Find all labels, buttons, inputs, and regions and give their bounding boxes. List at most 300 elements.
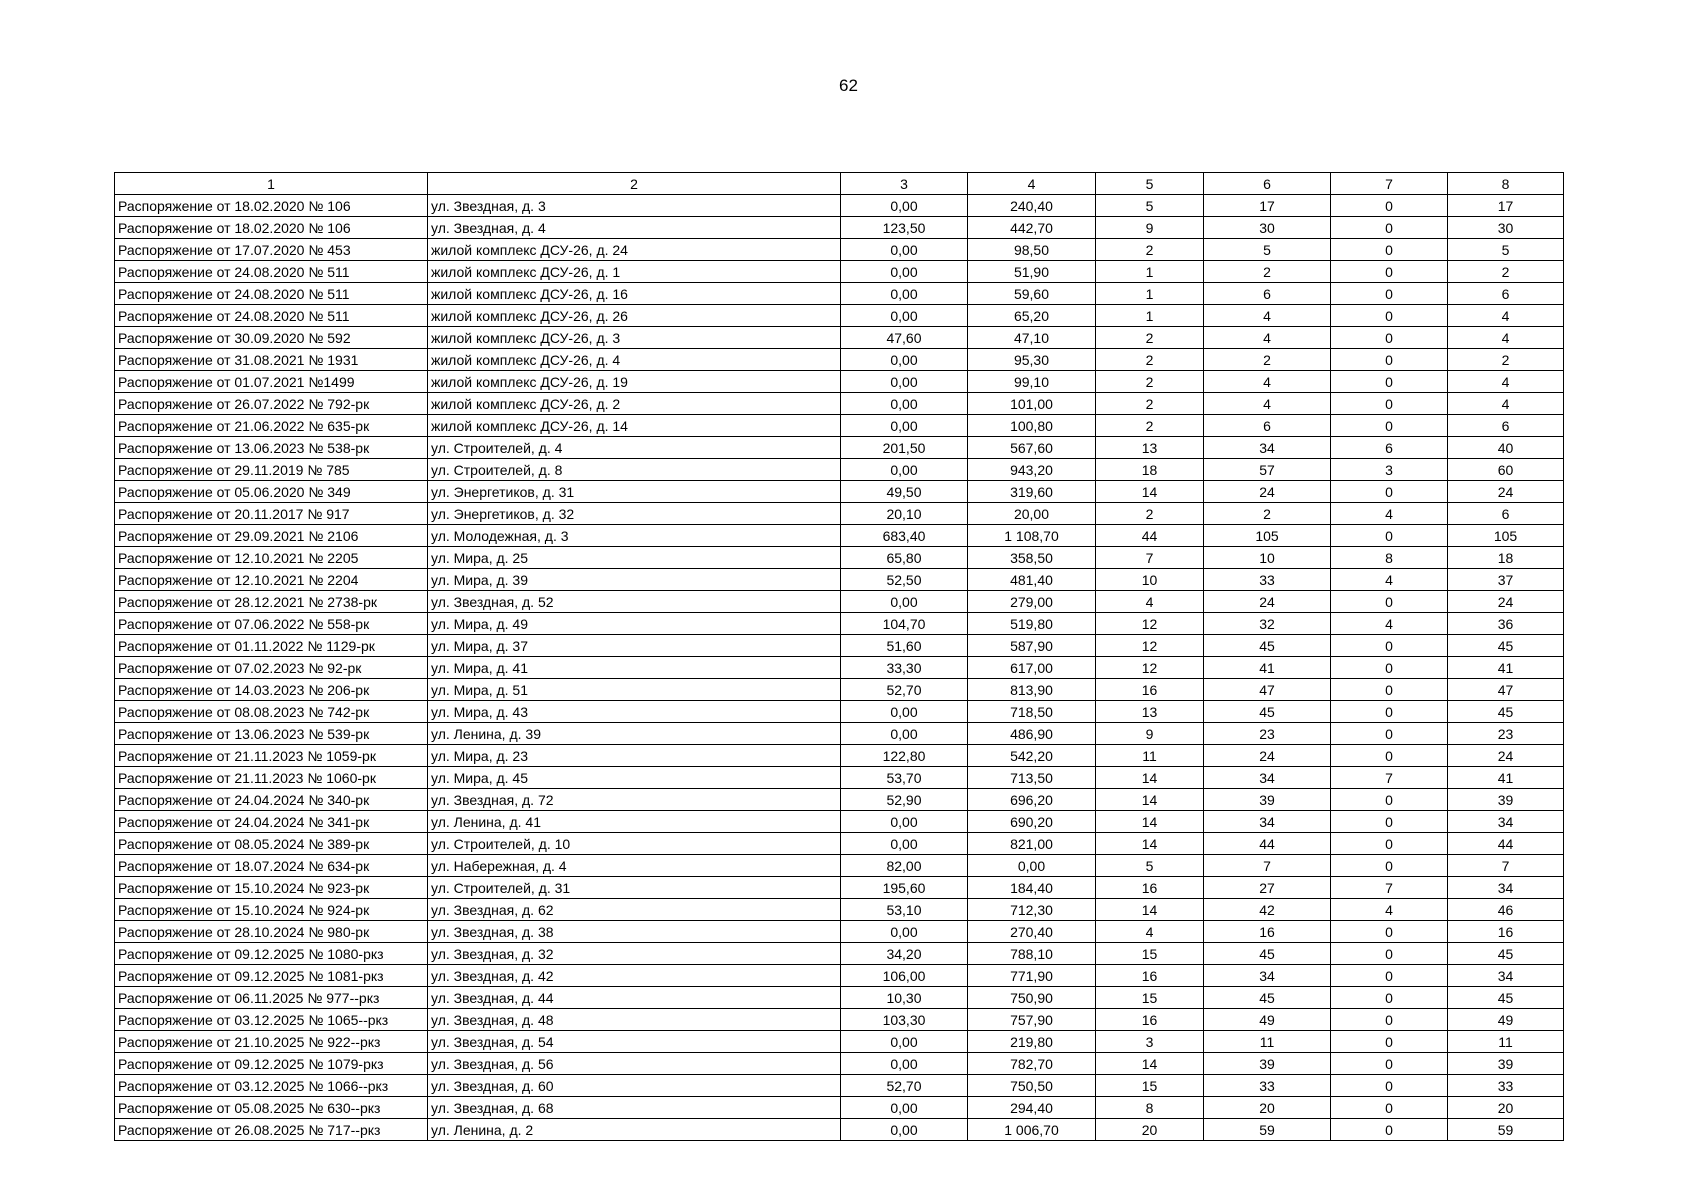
value-cell: 0 bbox=[1331, 965, 1448, 987]
address-cell: жилой комплекс ДСУ-26, д. 1 bbox=[428, 261, 841, 283]
value-cell: 18 bbox=[1096, 459, 1204, 481]
table-row bbox=[115, 239, 1564, 261]
document-cell: Распоряжение от 07.06.2022 № 558-рк bbox=[115, 613, 428, 635]
value-cell: 481,40 bbox=[968, 569, 1096, 591]
document-cell: Распоряжение от 01.07.2021 №1499 bbox=[115, 371, 428, 393]
value-cell: 16 bbox=[1448, 921, 1564, 943]
value-cell: 20,10 bbox=[841, 503, 968, 525]
value-cell: 0,00 bbox=[841, 1097, 968, 1119]
value-cell: 34 bbox=[1204, 437, 1331, 459]
address-cell: ул. Мира, д. 51 bbox=[428, 679, 841, 701]
value-cell: 41 bbox=[1448, 657, 1564, 679]
document-cell: Распоряжение от 03.12.2025 № 1066--ркз bbox=[115, 1075, 428, 1097]
value-cell: 14 bbox=[1096, 899, 1204, 921]
value-cell: 0,00 bbox=[841, 239, 968, 261]
table-row bbox=[115, 459, 1564, 481]
value-cell: 12 bbox=[1096, 635, 1204, 657]
value-cell: 0 bbox=[1331, 239, 1448, 261]
value-cell: 2 bbox=[1096, 415, 1204, 437]
value-cell: 9 bbox=[1096, 723, 1204, 745]
value-cell: 106,00 bbox=[841, 965, 968, 987]
value-cell: 782,70 bbox=[968, 1053, 1096, 1075]
address-cell: ул. Звездная, д. 44 bbox=[428, 987, 841, 1009]
table-row bbox=[115, 371, 1564, 393]
document-cell: Распоряжение от 08.08.2023 № 742-рк bbox=[115, 701, 428, 723]
value-cell: 34 bbox=[1204, 767, 1331, 789]
value-cell: 2 bbox=[1448, 349, 1564, 371]
value-cell: 184,40 bbox=[968, 877, 1096, 899]
document-cell: Распоряжение от 03.12.2025 № 1065--ркз bbox=[115, 1009, 428, 1031]
value-cell: 4 bbox=[1204, 305, 1331, 327]
value-cell: 0 bbox=[1331, 1053, 1448, 1075]
value-cell: 47 bbox=[1204, 679, 1331, 701]
value-cell: 0 bbox=[1331, 789, 1448, 811]
table-body bbox=[115, 195, 1564, 1141]
address-cell: ул. Звездная, д. 60 bbox=[428, 1075, 841, 1097]
address-cell: ул. Звездная, д. 52 bbox=[428, 591, 841, 613]
value-cell: 39 bbox=[1204, 1053, 1331, 1075]
value-cell: 0 bbox=[1331, 1009, 1448, 1031]
address-cell: ул. Звездная, д. 54 bbox=[428, 1031, 841, 1053]
address-cell: ул. Мира, д. 43 bbox=[428, 701, 841, 723]
value-cell: 712,30 bbox=[968, 899, 1096, 921]
value-cell: 20,00 bbox=[968, 503, 1096, 525]
table-row bbox=[115, 1119, 1564, 1141]
value-cell: 11 bbox=[1204, 1031, 1331, 1053]
table-row bbox=[115, 547, 1564, 569]
value-cell: 33 bbox=[1448, 1075, 1564, 1097]
value-cell: 4 bbox=[1331, 899, 1448, 921]
value-cell: 105 bbox=[1204, 525, 1331, 547]
value-cell: 0 bbox=[1331, 745, 1448, 767]
document-cell: Распоряжение от 13.06.2023 № 538-рк bbox=[115, 437, 428, 459]
value-cell: 33 bbox=[1204, 1075, 1331, 1097]
value-cell: 20 bbox=[1448, 1097, 1564, 1119]
column-header-7: 7 bbox=[1331, 173, 1448, 195]
value-cell: 6 bbox=[1204, 283, 1331, 305]
document-cell: Распоряжение от 08.05.2024 № 389-рк bbox=[115, 833, 428, 855]
value-cell: 27 bbox=[1204, 877, 1331, 899]
value-cell: 45 bbox=[1448, 987, 1564, 1009]
document-cell: Распоряжение от 18.07.2024 № 634-рк bbox=[115, 855, 428, 877]
table-row bbox=[115, 679, 1564, 701]
document-cell: Распоряжение от 07.02.2023 № 92-рк bbox=[115, 657, 428, 679]
address-cell: ул. Звездная, д. 4 bbox=[428, 217, 841, 239]
value-cell: 0,00 bbox=[841, 283, 968, 305]
table-row bbox=[115, 1097, 1564, 1119]
value-cell: 18 bbox=[1448, 547, 1564, 569]
value-cell: 690,20 bbox=[968, 811, 1096, 833]
table-row bbox=[115, 283, 1564, 305]
table-row bbox=[115, 569, 1564, 591]
document-cell: Распоряжение от 26.07.2022 № 792-рк bbox=[115, 393, 428, 415]
value-cell: 0,00 bbox=[968, 855, 1096, 877]
table-row bbox=[115, 393, 1564, 415]
value-cell: 0,00 bbox=[841, 811, 968, 833]
value-cell: 1 bbox=[1096, 283, 1204, 305]
value-cell: 0 bbox=[1331, 943, 1448, 965]
document-cell: Распоряжение от 24.08.2020 № 511 bbox=[115, 261, 428, 283]
value-cell: 24 bbox=[1204, 591, 1331, 613]
address-cell: ул. Мира, д. 45 bbox=[428, 767, 841, 789]
address-cell: ул. Набережная, д. 4 bbox=[428, 855, 841, 877]
value-cell: 53,70 bbox=[841, 767, 968, 789]
value-cell: 6 bbox=[1448, 283, 1564, 305]
value-cell: 0,00 bbox=[841, 371, 968, 393]
value-cell: 45 bbox=[1448, 701, 1564, 723]
value-cell: 567,60 bbox=[968, 437, 1096, 459]
value-cell: 39 bbox=[1448, 789, 1564, 811]
address-cell: жилой комплекс ДСУ-26, д. 24 bbox=[428, 239, 841, 261]
address-cell: ул. Мира, д. 39 bbox=[428, 569, 841, 591]
document-cell: Распоряжение от 21.11.2023 № 1059-рк bbox=[115, 745, 428, 767]
table-row bbox=[115, 745, 1564, 767]
table-row bbox=[115, 261, 1564, 283]
value-cell: 52,90 bbox=[841, 789, 968, 811]
value-cell: 16 bbox=[1204, 921, 1331, 943]
value-cell: 4 bbox=[1096, 921, 1204, 943]
value-cell: 6 bbox=[1448, 503, 1564, 525]
table-row bbox=[115, 767, 1564, 789]
value-cell: 82,00 bbox=[841, 855, 968, 877]
value-cell: 4 bbox=[1096, 591, 1204, 613]
document-cell: Распоряжение от 29.11.2019 № 785 bbox=[115, 459, 428, 481]
address-cell: ул. Строителей, д. 10 bbox=[428, 833, 841, 855]
value-cell: 0 bbox=[1331, 525, 1448, 547]
table-row bbox=[115, 195, 1564, 217]
value-cell: 813,90 bbox=[968, 679, 1096, 701]
address-cell: ул. Мира, д. 37 bbox=[428, 635, 841, 657]
table-row bbox=[115, 855, 1564, 877]
value-cell: 2 bbox=[1096, 393, 1204, 415]
value-cell: 45 bbox=[1204, 987, 1331, 1009]
table-row bbox=[115, 833, 1564, 855]
value-cell: 98,50 bbox=[968, 239, 1096, 261]
document-cell: Распоряжение от 24.08.2020 № 511 bbox=[115, 283, 428, 305]
value-cell: 0,00 bbox=[841, 1119, 968, 1141]
table-row bbox=[115, 789, 1564, 811]
value-cell: 6 bbox=[1448, 415, 1564, 437]
value-cell: 45 bbox=[1204, 943, 1331, 965]
value-cell: 0 bbox=[1331, 701, 1448, 723]
value-cell: 45 bbox=[1448, 943, 1564, 965]
value-cell: 36 bbox=[1448, 613, 1564, 635]
table-row bbox=[115, 591, 1564, 613]
address-cell: ул. Мира, д. 25 bbox=[428, 547, 841, 569]
value-cell: 53,10 bbox=[841, 899, 968, 921]
value-cell: 37 bbox=[1448, 569, 1564, 591]
value-cell: 4 bbox=[1448, 393, 1564, 415]
value-cell: 42 bbox=[1204, 899, 1331, 921]
value-cell: 2 bbox=[1204, 503, 1331, 525]
value-cell: 45 bbox=[1204, 635, 1331, 657]
value-cell: 943,20 bbox=[968, 459, 1096, 481]
value-cell: 442,70 bbox=[968, 217, 1096, 239]
value-cell: 52,50 bbox=[841, 569, 968, 591]
table-row bbox=[115, 657, 1564, 679]
value-cell: 8 bbox=[1096, 1097, 1204, 1119]
address-cell: ул. Звездная, д. 56 bbox=[428, 1053, 841, 1075]
value-cell: 7 bbox=[1331, 767, 1448, 789]
document-cell: Распоряжение от 06.11.2025 № 977--ркз bbox=[115, 987, 428, 1009]
value-cell: 32 bbox=[1204, 613, 1331, 635]
value-cell: 2 bbox=[1204, 349, 1331, 371]
address-cell: ул. Звездная, д. 68 bbox=[428, 1097, 841, 1119]
document-cell: Распоряжение от 09.12.2025 № 1079-ркз bbox=[115, 1053, 428, 1075]
value-cell: 99,10 bbox=[968, 371, 1096, 393]
value-cell: 49,50 bbox=[841, 481, 968, 503]
value-cell: 34 bbox=[1448, 965, 1564, 987]
value-cell: 34,20 bbox=[841, 943, 968, 965]
value-cell: 44 bbox=[1096, 525, 1204, 547]
value-cell: 4 bbox=[1448, 371, 1564, 393]
value-cell: 100,80 bbox=[968, 415, 1096, 437]
document-cell: Распоряжение от 05.08.2025 № 630--ркз bbox=[115, 1097, 428, 1119]
value-cell: 0,00 bbox=[841, 833, 968, 855]
value-cell: 34 bbox=[1204, 965, 1331, 987]
value-cell: 0,00 bbox=[841, 1053, 968, 1075]
value-cell: 20 bbox=[1096, 1119, 1204, 1141]
value-cell: 30 bbox=[1448, 217, 1564, 239]
address-cell: жилой комплекс ДСУ-26, д. 19 bbox=[428, 371, 841, 393]
value-cell: 0 bbox=[1331, 195, 1448, 217]
address-cell: ул. Звездная, д. 32 bbox=[428, 943, 841, 965]
value-cell: 15 bbox=[1096, 987, 1204, 1009]
value-cell: 1 108,70 bbox=[968, 525, 1096, 547]
address-cell: ул. Звездная, д. 3 bbox=[428, 195, 841, 217]
value-cell: 12 bbox=[1096, 613, 1204, 635]
value-cell: 8 bbox=[1331, 547, 1448, 569]
value-cell: 617,00 bbox=[968, 657, 1096, 679]
address-cell: жилой комплекс ДСУ-26, д. 4 bbox=[428, 349, 841, 371]
value-cell: 5 bbox=[1096, 855, 1204, 877]
value-cell: 14 bbox=[1096, 767, 1204, 789]
value-cell: 0 bbox=[1331, 635, 1448, 657]
address-cell: жилой комплекс ДСУ-26, д. 14 bbox=[428, 415, 841, 437]
value-cell: 713,50 bbox=[968, 767, 1096, 789]
table-row bbox=[115, 1031, 1564, 1053]
value-cell: 12 bbox=[1096, 657, 1204, 679]
value-cell: 101,00 bbox=[968, 393, 1096, 415]
column-header-4: 4 bbox=[968, 173, 1096, 195]
value-cell: 0 bbox=[1331, 1097, 1448, 1119]
value-cell: 40 bbox=[1448, 437, 1564, 459]
address-cell: ул. Звездная, д. 72 bbox=[428, 789, 841, 811]
value-cell: 51,60 bbox=[841, 635, 968, 657]
value-cell: 0 bbox=[1331, 393, 1448, 415]
value-cell: 10,30 bbox=[841, 987, 968, 1009]
value-cell: 0 bbox=[1331, 1075, 1448, 1097]
value-cell: 0 bbox=[1331, 1031, 1448, 1053]
value-cell: 24 bbox=[1448, 481, 1564, 503]
value-cell: 0 bbox=[1331, 833, 1448, 855]
table-row bbox=[115, 811, 1564, 833]
value-cell: 9 bbox=[1096, 217, 1204, 239]
value-cell: 65,80 bbox=[841, 547, 968, 569]
value-cell: 2 bbox=[1096, 327, 1204, 349]
value-cell: 486,90 bbox=[968, 723, 1096, 745]
value-cell: 2 bbox=[1448, 261, 1564, 283]
address-cell: ул. Молодежная, д. 3 bbox=[428, 525, 841, 547]
table-row bbox=[115, 723, 1564, 745]
value-cell: 2 bbox=[1096, 239, 1204, 261]
document-cell: Распоряжение от 28.12.2021 № 2738-рк bbox=[115, 591, 428, 613]
address-cell: ул. Звездная, д. 38 bbox=[428, 921, 841, 943]
value-cell: 750,90 bbox=[968, 987, 1096, 1009]
document-cell: Распоряжение от 21.11.2023 № 1060-рк bbox=[115, 767, 428, 789]
value-cell: 4 bbox=[1331, 503, 1448, 525]
document-cell: Распоряжение от 21.06.2022 № 635-рк bbox=[115, 415, 428, 437]
value-cell: 718,50 bbox=[968, 701, 1096, 723]
value-cell: 683,40 bbox=[841, 525, 968, 547]
value-cell: 0 bbox=[1331, 679, 1448, 701]
table-row bbox=[115, 965, 1564, 987]
value-cell: 4 bbox=[1204, 371, 1331, 393]
value-cell: 0 bbox=[1331, 723, 1448, 745]
document-cell: Распоряжение от 30.09.2020 № 592 bbox=[115, 327, 428, 349]
table-row bbox=[115, 877, 1564, 899]
value-cell: 5 bbox=[1204, 239, 1331, 261]
value-cell: 696,20 bbox=[968, 789, 1096, 811]
value-cell: 0 bbox=[1331, 591, 1448, 613]
table-row bbox=[115, 1075, 1564, 1097]
table-row bbox=[115, 921, 1564, 943]
value-cell: 0,00 bbox=[841, 591, 968, 613]
value-cell: 788,10 bbox=[968, 943, 1096, 965]
value-cell: 34 bbox=[1448, 811, 1564, 833]
value-cell: 7 bbox=[1096, 547, 1204, 569]
value-cell: 7 bbox=[1204, 855, 1331, 877]
value-cell: 4 bbox=[1331, 569, 1448, 591]
value-cell: 10 bbox=[1096, 569, 1204, 591]
value-cell: 60 bbox=[1448, 459, 1564, 481]
value-cell: 45 bbox=[1448, 635, 1564, 657]
value-cell: 16 bbox=[1096, 965, 1204, 987]
table-row bbox=[115, 305, 1564, 327]
value-cell: 105 bbox=[1448, 525, 1564, 547]
value-cell: 65,20 bbox=[968, 305, 1096, 327]
value-cell: 15 bbox=[1096, 1075, 1204, 1097]
value-cell: 6 bbox=[1331, 437, 1448, 459]
table-row bbox=[115, 701, 1564, 723]
value-cell: 20 bbox=[1204, 1097, 1331, 1119]
value-cell: 44 bbox=[1204, 833, 1331, 855]
value-cell: 0,00 bbox=[841, 195, 968, 217]
table-row bbox=[115, 987, 1564, 1009]
value-cell: 123,50 bbox=[841, 217, 968, 239]
value-cell: 0 bbox=[1331, 987, 1448, 1009]
address-cell: ул. Строителей, д. 4 bbox=[428, 437, 841, 459]
value-cell: 49 bbox=[1204, 1009, 1331, 1031]
value-cell: 4 bbox=[1448, 305, 1564, 327]
table-row bbox=[115, 613, 1564, 635]
value-cell: 0,00 bbox=[841, 701, 968, 723]
value-cell: 2 bbox=[1096, 503, 1204, 525]
value-cell: 294,40 bbox=[968, 1097, 1096, 1119]
value-cell: 39 bbox=[1204, 789, 1331, 811]
address-cell: жилой комплекс ДСУ-26, д. 16 bbox=[428, 283, 841, 305]
value-cell: 6 bbox=[1204, 415, 1331, 437]
value-cell: 39 bbox=[1448, 1053, 1564, 1075]
value-cell: 0,00 bbox=[841, 261, 968, 283]
document-cell: Распоряжение от 09.12.2025 № 1081-ркз bbox=[115, 965, 428, 987]
value-cell: 10 bbox=[1204, 547, 1331, 569]
document-cell: Распоряжение от 15.10.2024 № 923-рк bbox=[115, 877, 428, 899]
address-cell: ул. Мира, д. 41 bbox=[428, 657, 841, 679]
address-cell: ул. Строителей, д. 31 bbox=[428, 877, 841, 899]
value-cell: 542,20 bbox=[968, 745, 1096, 767]
value-cell: 45 bbox=[1204, 701, 1331, 723]
value-cell: 0,00 bbox=[841, 393, 968, 415]
table-header-row bbox=[115, 173, 1564, 195]
value-cell: 52,70 bbox=[841, 679, 968, 701]
value-cell: 13 bbox=[1096, 437, 1204, 459]
value-cell: 0 bbox=[1331, 481, 1448, 503]
document-cell: Распоряжение от 24.04.2024 № 340-рк bbox=[115, 789, 428, 811]
column-header-1: 1 bbox=[115, 173, 428, 195]
value-cell: 3 bbox=[1331, 459, 1448, 481]
document-cell: Распоряжение от 24.04.2024 № 341-рк bbox=[115, 811, 428, 833]
document-cell: Распоряжение от 09.12.2025 № 1080-ркз bbox=[115, 943, 428, 965]
value-cell: 279,00 bbox=[968, 591, 1096, 613]
address-cell: ул. Мира, д. 49 bbox=[428, 613, 841, 635]
value-cell: 0 bbox=[1331, 657, 1448, 679]
document-cell: Распоряжение от 17.07.2020 № 453 bbox=[115, 239, 428, 261]
value-cell: 57 bbox=[1204, 459, 1331, 481]
table-row bbox=[115, 415, 1564, 437]
document-cell: Распоряжение от 28.10.2024 № 980-рк bbox=[115, 921, 428, 943]
value-cell: 122,80 bbox=[841, 745, 968, 767]
value-cell: 0 bbox=[1331, 921, 1448, 943]
value-cell: 270,40 bbox=[968, 921, 1096, 943]
document-cell: Распоряжение от 26.08.2025 № 717--ркз bbox=[115, 1119, 428, 1141]
value-cell: 104,70 bbox=[841, 613, 968, 635]
address-cell: жилой комплекс ДСУ-26, д. 3 bbox=[428, 327, 841, 349]
value-cell: 0 bbox=[1331, 261, 1448, 283]
value-cell: 0 bbox=[1331, 811, 1448, 833]
value-cell: 0,00 bbox=[841, 1031, 968, 1053]
value-cell: 23 bbox=[1448, 723, 1564, 745]
value-cell: 5 bbox=[1448, 239, 1564, 261]
value-cell: 14 bbox=[1096, 833, 1204, 855]
value-cell: 16 bbox=[1096, 679, 1204, 701]
value-cell: 11 bbox=[1448, 1031, 1564, 1053]
document-cell: Распоряжение от 01.11.2022 № 1129-рк bbox=[115, 635, 428, 657]
value-cell: 41 bbox=[1204, 657, 1331, 679]
value-cell: 821,00 bbox=[968, 833, 1096, 855]
value-cell: 0,00 bbox=[841, 921, 968, 943]
address-cell: ул. Энергетиков, д. 31 bbox=[428, 481, 841, 503]
document-cell: Распоряжение от 14.03.2023 № 206-рк bbox=[115, 679, 428, 701]
value-cell: 1 bbox=[1096, 261, 1204, 283]
value-cell: 24 bbox=[1204, 745, 1331, 767]
value-cell: 16 bbox=[1096, 877, 1204, 899]
value-cell: 0,00 bbox=[841, 459, 968, 481]
value-cell: 0,00 bbox=[841, 723, 968, 745]
value-cell: 7 bbox=[1448, 855, 1564, 877]
value-cell: 5 bbox=[1096, 195, 1204, 217]
value-cell: 587,90 bbox=[968, 635, 1096, 657]
value-cell: 0 bbox=[1331, 283, 1448, 305]
document-cell: Распоряжение от 24.08.2020 № 511 bbox=[115, 305, 428, 327]
address-cell: ул. Ленина, д. 2 bbox=[428, 1119, 841, 1141]
value-cell: 103,30 bbox=[841, 1009, 968, 1031]
value-cell: 95,30 bbox=[968, 349, 1096, 371]
value-cell: 219,80 bbox=[968, 1031, 1096, 1053]
value-cell: 750,50 bbox=[968, 1075, 1096, 1097]
value-cell: 52,70 bbox=[841, 1075, 968, 1097]
document-cell: Распоряжение от 15.10.2024 № 924-рк bbox=[115, 899, 428, 921]
